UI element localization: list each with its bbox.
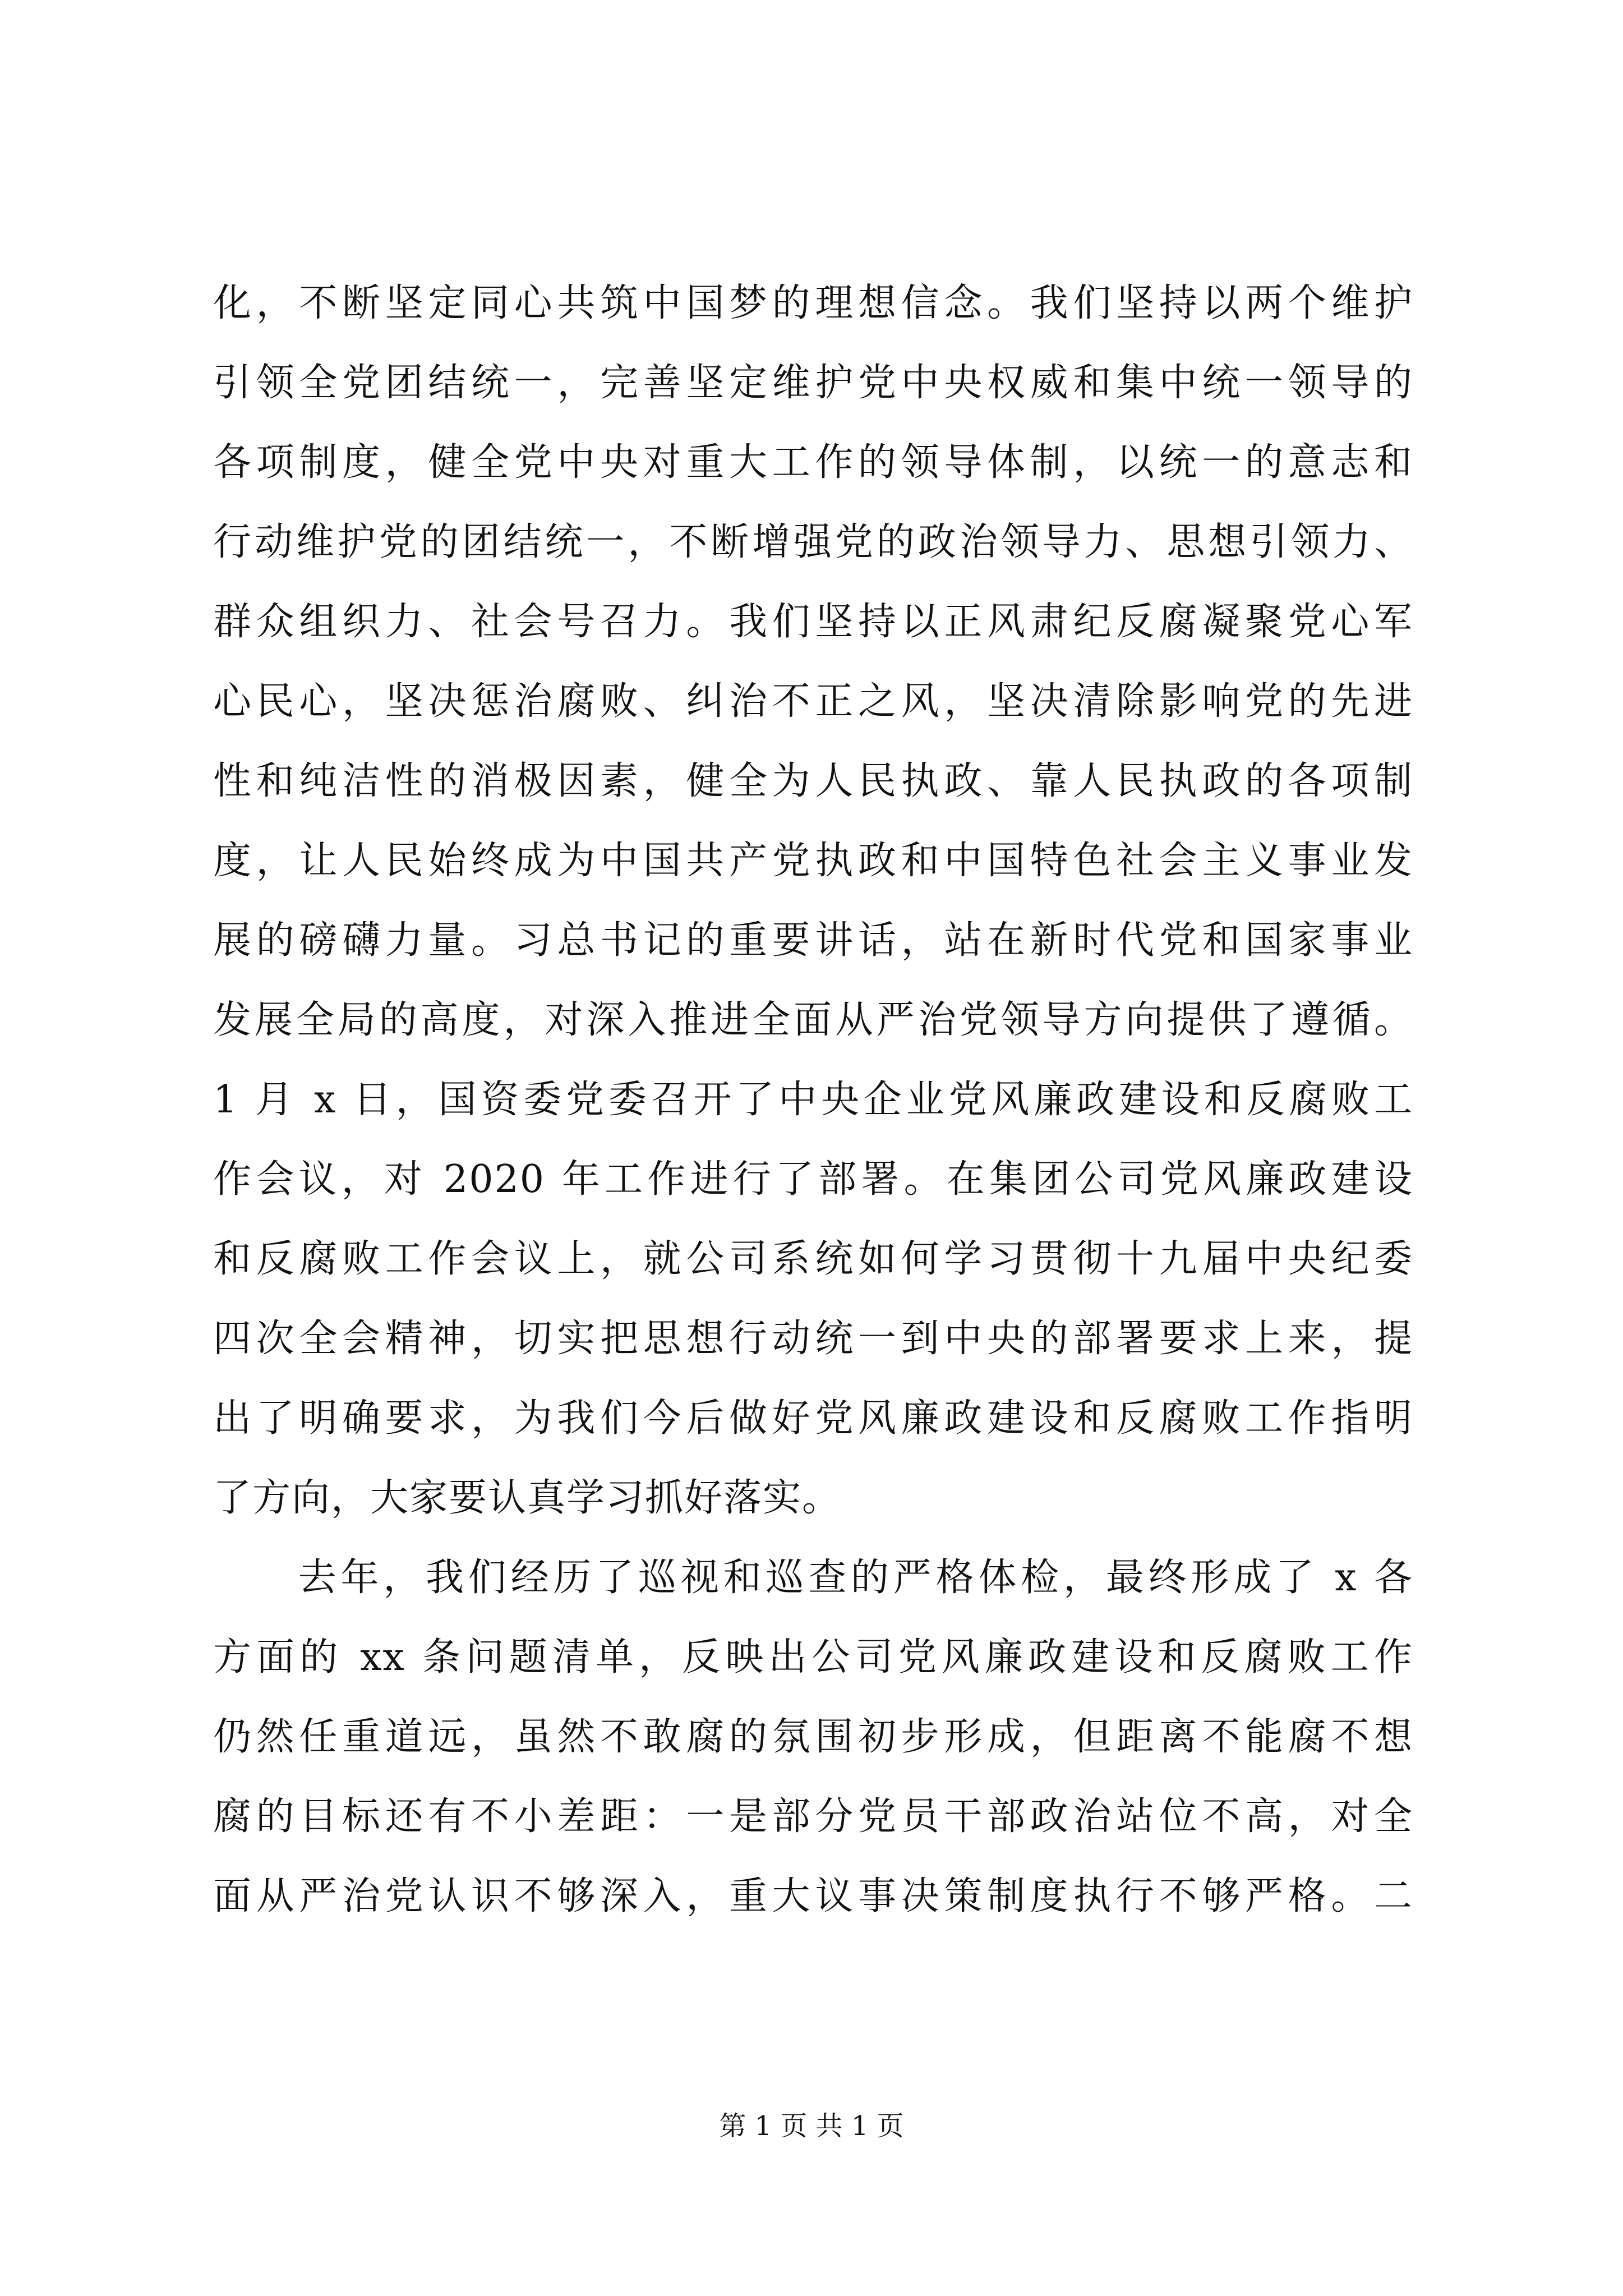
- text-line: 作会议，对 2020 年工作进行了部署。在集团公司党风廉政建设: [213, 1157, 1413, 1202]
- text-line: 引领全党团结统一，完善坚定维护党中央权威和集中统一领导的: [213, 361, 1413, 405]
- text-line: 了方向，大家要认真学习抓好落实。: [213, 1476, 842, 1520]
- text-line: 面从严治党认识不够深入，重大议事决策制度执行不够严格。二: [213, 1874, 1413, 1918]
- text-line: 性和纯洁性的消极因素，健全为人民执政、靠人民执政的各项制: [213, 759, 1413, 803]
- page-footer: 第 1 页 共 1 页: [719, 2110, 904, 2142]
- text-line: 1 月 x 日，国资委党委召开了中央企业党风廉政建设和反腐败工: [213, 1078, 1413, 1122]
- text-line: 仍然任重道远，虽然不敢腐的氛围初步形成，但距离不能腐不想: [213, 1715, 1413, 1759]
- document-body: [213, 264, 1413, 1936]
- text-line: 展的磅礴力量。习总书记的重要讲话，站在新时代党和国家事业: [213, 918, 1413, 963]
- text-line: 去年，我们经历了巡视和巡查的严格体检，最终形成了 x 各: [213, 1556, 1413, 1600]
- text-line: 群众组织力、社会号召力。我们坚持以正风肃纪反腐凝聚党心军: [213, 600, 1413, 644]
- text-line: 腐的目标还有不小差距：一是部分党员干部政治站位不高，对全: [213, 1795, 1413, 1839]
- text-line: 各项制度，健全党中央对重大工作的领导体制，以统一的意志和: [213, 440, 1413, 485]
- text-line: 发展全局的高度，对深入推进全面从严治党领导方向提供了遵循。: [213, 998, 1413, 1042]
- text-line: 度，让人民始终成为中国共产党执政和中国特色社会主义事业发: [213, 839, 1413, 883]
- text-line: 出了明确要求，为我们今后做好党风廉政建设和反腐败工作指明: [213, 1396, 1413, 1441]
- text-line: 和反腐败工作会议上，就公司系统如何学习贯彻十九届中央纪委: [213, 1237, 1413, 1281]
- text-line: 化，不断坚定同心共筑中国梦的理想信念。我们坚持以两个维护: [213, 281, 1413, 325]
- text-line: 方面的 xx 条问题清单，反映出公司党风廉政建设和反腐败工作: [213, 1635, 1413, 1680]
- text-line: 四次全会精神，切实把思想行动统一到中央的部署要求上来，提: [213, 1317, 1413, 1361]
- text-line: 行动维护党的团结统一，不断增强党的政治领导力、思想引领力、: [213, 520, 1413, 564]
- text-line: 心民心，坚决惩治腐败、纠治不正之风，坚决清除影响党的先进: [213, 679, 1413, 724]
